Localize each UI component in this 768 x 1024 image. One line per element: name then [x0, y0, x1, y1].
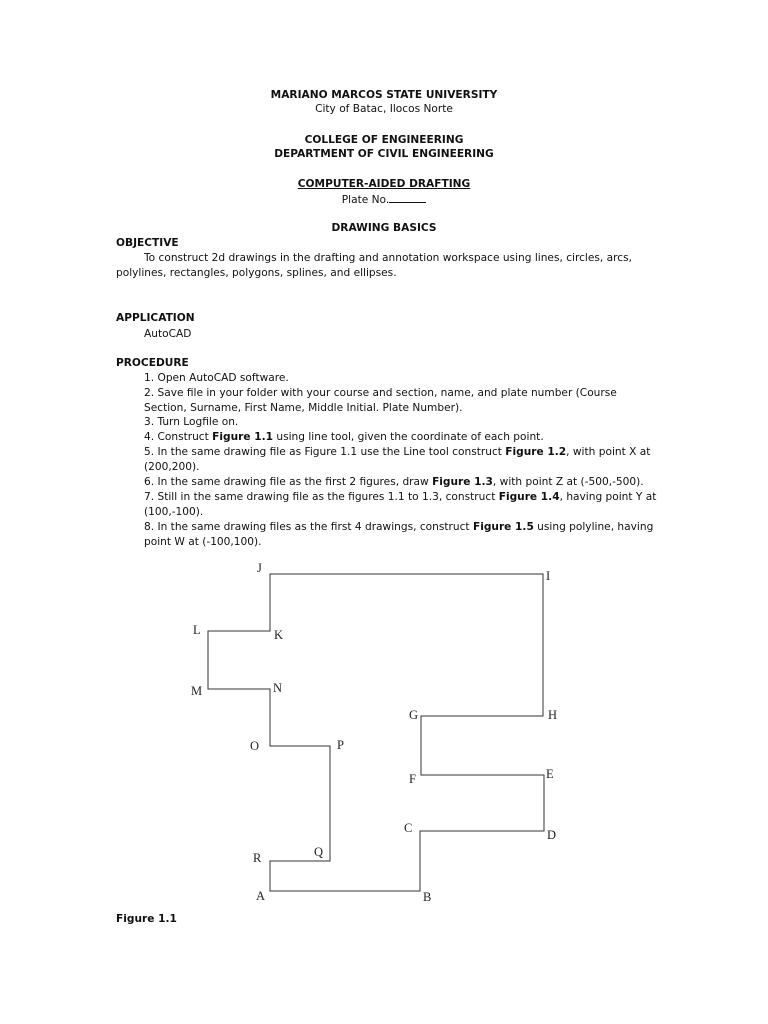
point-label-o: O — [250, 739, 260, 753]
point-label-k: K — [274, 628, 284, 642]
university-city: City of Batac, Ilocos Norte — [315, 103, 453, 115]
department-name: DEPARTMENT OF CIVIL ENGINEERING — [274, 148, 494, 160]
step-8-figure-ref: Figure 1.5 — [472, 521, 534, 533]
plate-label: Plate No. — [341, 194, 390, 206]
point-label-b: B — [423, 890, 432, 904]
step-8-text-end: using polyline, having — [533, 521, 654, 533]
point-label-p: P — [337, 738, 344, 752]
procedure-step-2: 2. Save file in your folder with your course and section, name, and plate number (Course — [144, 387, 617, 399]
procedure-step-5-cont: (200,200). — [144, 461, 200, 473]
procedure-step-7-cont: (100,-100). — [144, 506, 204, 518]
university-name: MARIANO MARCOS STATE UNIVERSITY — [270, 89, 498, 101]
objective-heading: OBJECTIVE — [116, 237, 179, 249]
point-label-e: E — [546, 767, 554, 781]
step-4-figure-ref: Figure 1.1 — [212, 431, 274, 443]
objective-line-2: polylines, rectangles, polygons, splines, and ellipses. — [116, 267, 397, 279]
step-6-figure-ref: Figure 1.3 — [432, 476, 493, 488]
step-7-figure-ref: Figure 1.4 — [498, 491, 560, 503]
point-label-r: R — [253, 851, 262, 865]
step-5-text: 5. In the same drawing file as Figure 1.1 use the Line tool construct — [144, 446, 506, 458]
procedure-step-8-cont: point W at (-100,100). — [144, 536, 262, 548]
point-label-i: I — [546, 569, 551, 583]
figure-caption: Figure 1.1 — [116, 913, 177, 925]
step-7-text-end: , having point Y at — [559, 491, 657, 503]
step-8-text: 8. In the same drawing files as the first 4 drawings, construct — [144, 521, 473, 533]
point-label-a: A — [256, 889, 266, 903]
point-label-c: C — [404, 821, 413, 835]
procedure-step-3: 3. Turn Logfile on. — [144, 416, 239, 428]
point-label-q: Q — [314, 845, 324, 859]
procedure-step-2-cont: Section, Surname, First Name, Middle Initial. Plate Number). — [144, 402, 463, 414]
figure-outline — [208, 574, 544, 891]
course-title-text: COMPUTER-AIDED DRAFTING — [297, 178, 471, 190]
page-title: DRAWING BASICS — [331, 222, 437, 234]
application-value: AutoCAD — [144, 328, 192, 340]
point-label-f: F — [409, 772, 416, 786]
step-7-text: 7. Still in the same drawing file as the figures 1.1 to 1.3, construct — [144, 491, 499, 503]
application-heading: APPLICATION — [116, 312, 195, 324]
procedure-step-1: 1. Open AutoCAD software. — [144, 372, 289, 384]
point-label-h: H — [548, 708, 558, 722]
point-label-g: G — [409, 708, 419, 722]
step-4-text-end: using line tool, given the coordinate of each point. — [273, 431, 544, 443]
point-label-d: D — [547, 828, 557, 842]
procedure-heading: PROCEDURE — [116, 357, 189, 369]
point-label-m: M — [191, 684, 203, 698]
step-5-text-end: , with point X at — [566, 446, 651, 458]
step-6-text-end: , with point Z at (-500,-500). — [492, 476, 644, 488]
step-4-text: 4. Construct — [144, 431, 213, 443]
point-label-l: L — [193, 623, 201, 637]
point-label-j: J — [257, 561, 262, 575]
college-name: COLLEGE OF ENGINEERING — [304, 134, 464, 146]
step-5-figure-ref: Figure 1.2 — [505, 446, 567, 458]
objective-line-1: To construct 2d drawings in the drafting and annotation workspace using lines, circles, arcs, — [144, 252, 632, 264]
step-6-text: 6. In the same drawing file as the first 2 figures, draw — [144, 476, 433, 488]
point-label-n: N — [273, 681, 283, 695]
